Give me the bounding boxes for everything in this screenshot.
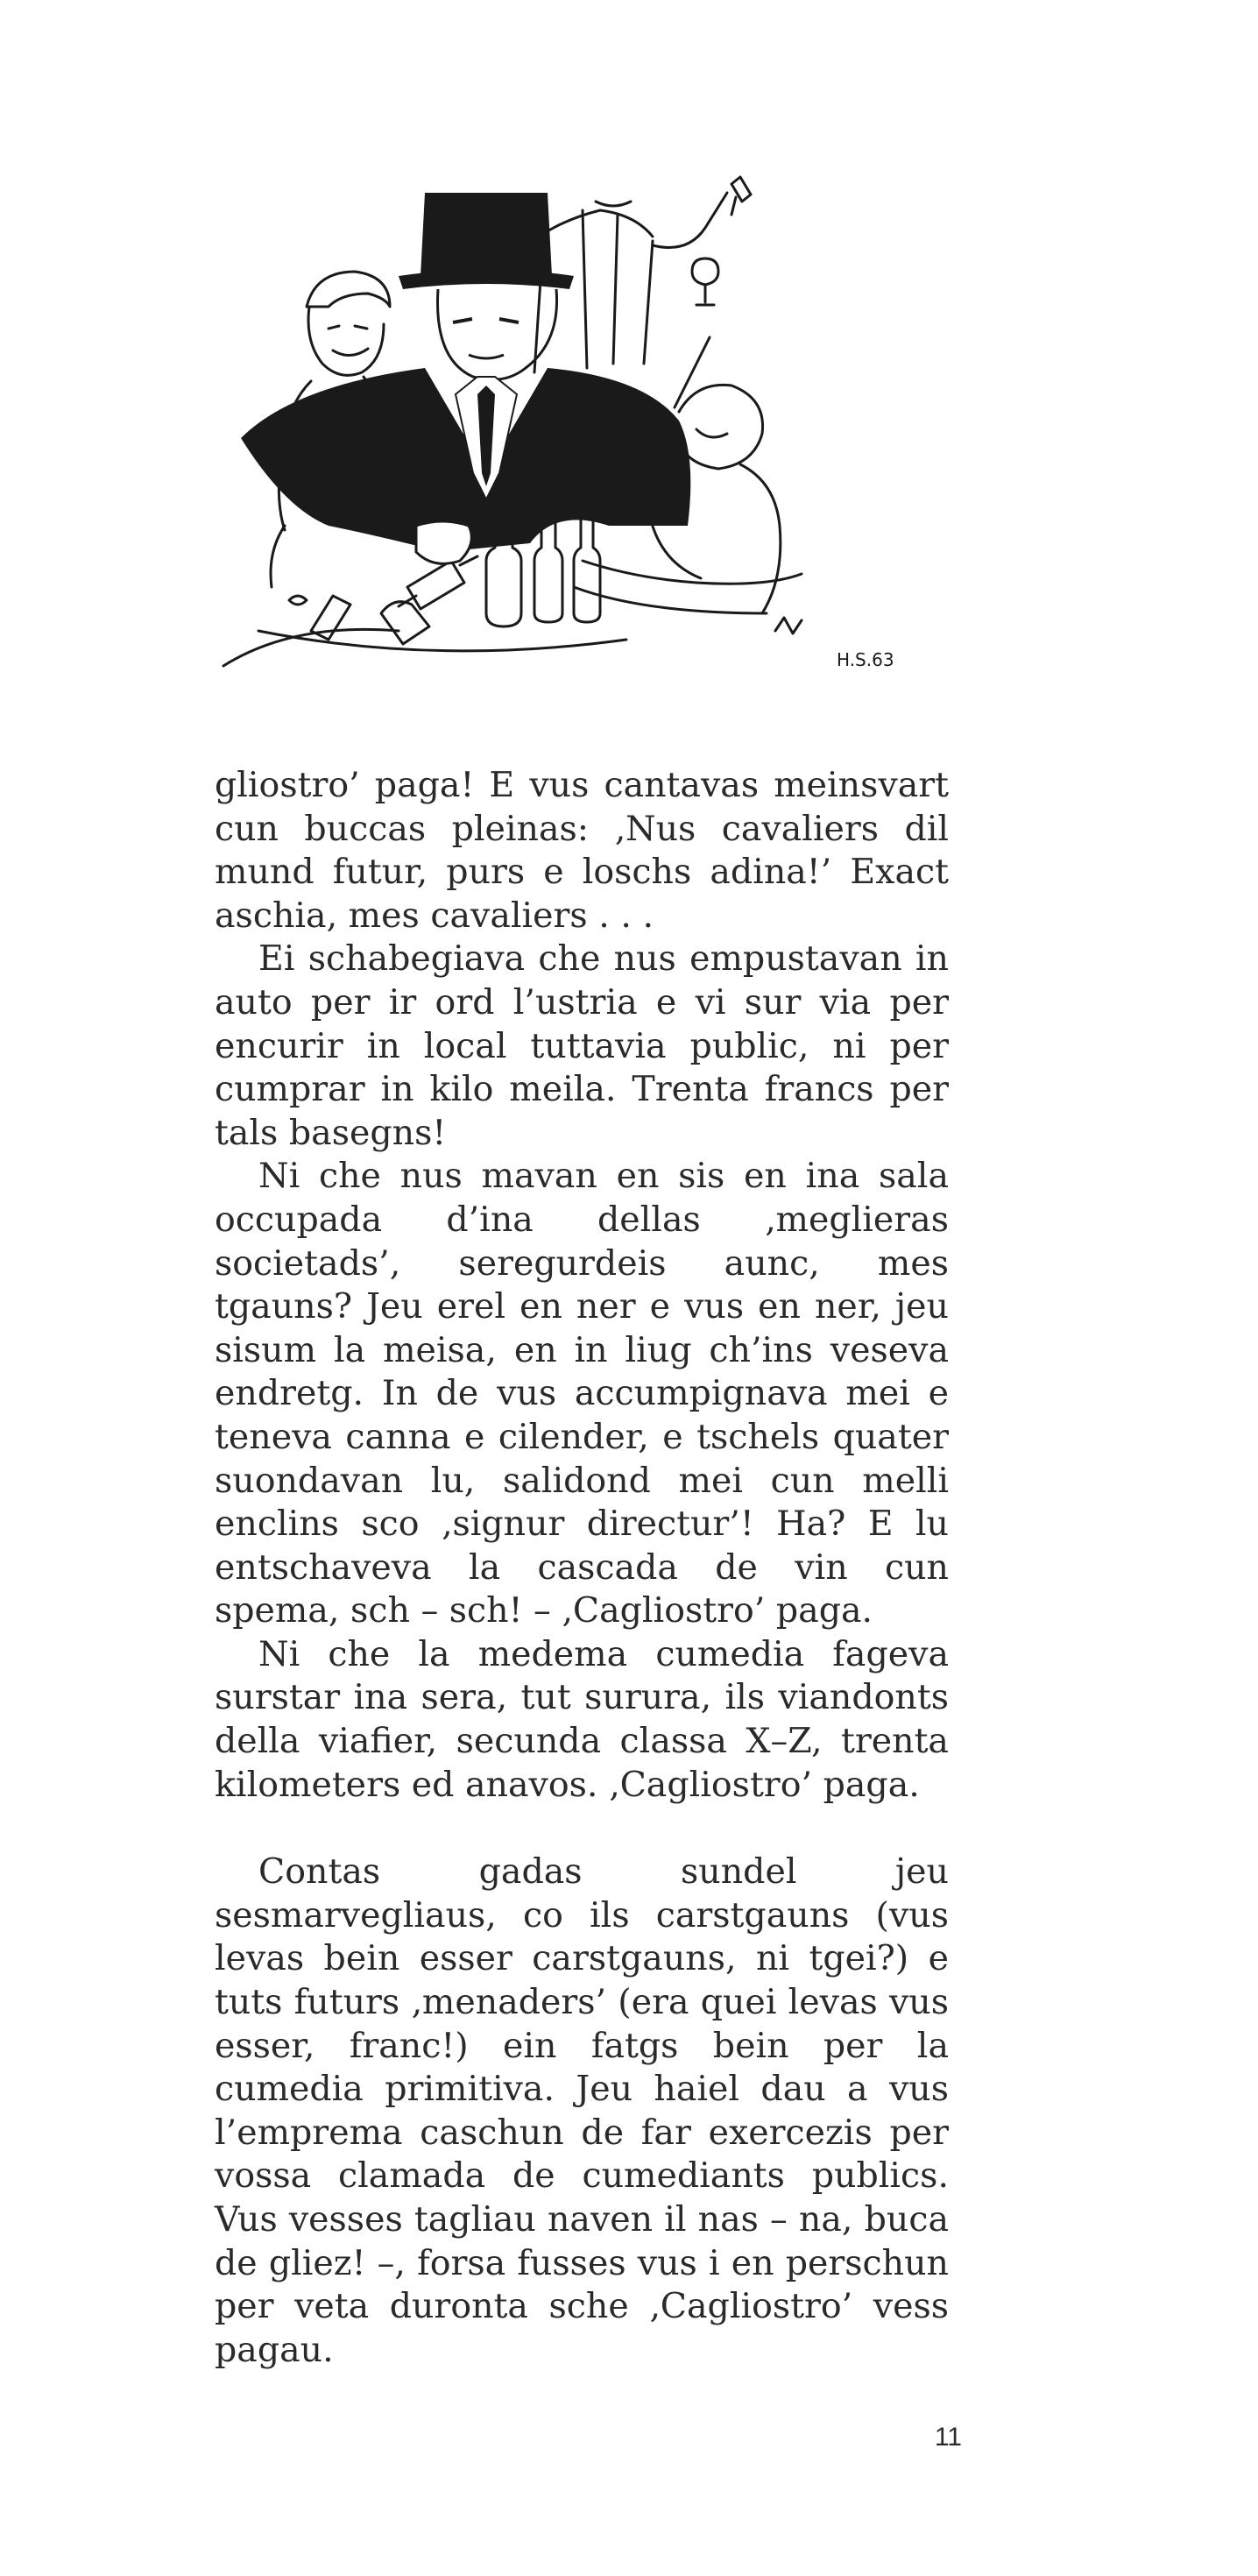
paragraph-3: Ni che nus mavan en sis en ina sala occupada d’ina dellas ‚meglieras societads’, seregurdeis aunc, mes tgauns? Jeu erel en ner e vus en ner, jeu sisum la meisa, en in liug ch’ins veseva endretg. In de vus accumpignava mei e teneva canna e cilender, e tschels quater suondavan lu, salidond mei cun melli enclins sco ‚signur directur’! Ha? E lu entschaveva la cascada de vin cun spema, sch – sch! – ‚Cagliostro’ paga. xyxy=(215,1156,949,1631)
paragraph-5: Contas gadas sundel jeu sesmarvegliaus, co ils carstgauns (vus levas bein esser carstgauns, ni tgei?) e tuts futurs ‚menaders’ (era quei levas vus esser, franc!) ein fatgs bein per la cumedia primitiva. Jeu haiel dau a vus l’emprema caschun de far exercezis per vossa clamada de cumediants publics. Vus vesses tagliau naven il nas – na, buca de gliez! –, forsa fusses vus i en perschun per veta duronta sche ‚Cagliostro’ vess pagau. xyxy=(215,1851,949,2370)
paragraph-1: gliostro’ paga! E vus cantavas meinsvart cun buccas pleinas: ‚Nus cavaliers dil mund futur, purs e loschs adina!’ Exact aschia, mes cavaliers . . . xyxy=(215,765,949,936)
central-man-top-hat xyxy=(241,193,690,563)
paragraph-2: Ei schabegiava che nus empustavan in auto per ir ord l’ustria e vi sur via per encurir in local tuttavia public, ni per cumprar in kilo meila. Trenta francs per tals basegns! xyxy=(215,938,949,1153)
body-text xyxy=(215,764,949,2372)
back-figure-raised-glass xyxy=(534,177,751,372)
paragraph-4: Ni che la medema cumedia fageva surstar ina sera, tut surura, ils viandonts della viafier, secunda classa X–Z, trenta kilometers ed anavos. ‚Cagliostro’ paga. xyxy=(215,1633,949,1805)
page-number: 11 xyxy=(934,2423,962,2452)
ink-illustration-party xyxy=(206,175,933,736)
illustration-signature: H.S.63 xyxy=(837,649,894,670)
